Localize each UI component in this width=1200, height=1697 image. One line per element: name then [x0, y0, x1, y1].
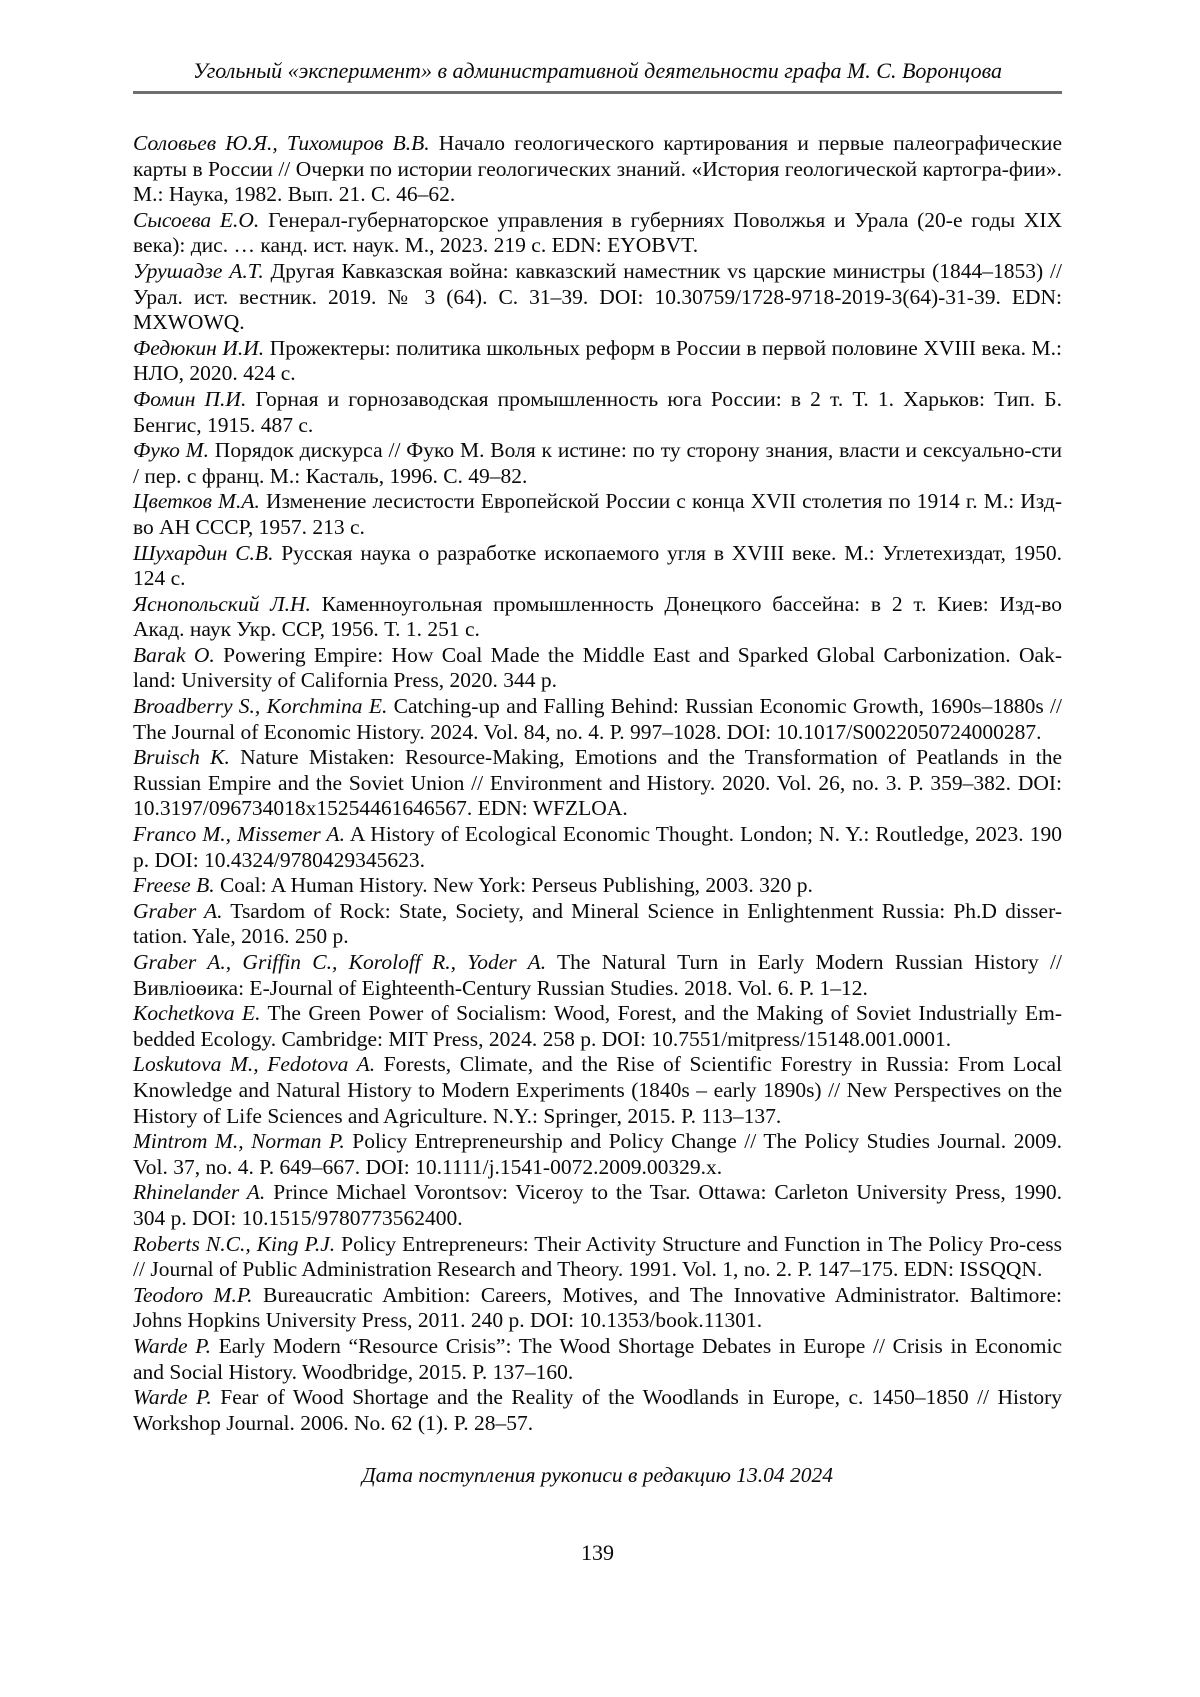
- reference-text: Early Modern “Resource Crisis”: The Wood Shortage Debates in Europe // Crisis in Economic and Social History. Woodbridge, 2015. P. 137–160.: [133, 1333, 1062, 1384]
- submission-date-note: Дата поступления рукописи в редакцию 13.04 2024: [361, 1463, 833, 1488]
- reference-entry: [133, 873, 1062, 899]
- reference-authors: Цветков М.А.: [133, 489, 260, 514]
- reference-authors: Freese B.: [133, 873, 215, 898]
- reference-entry: [133, 1334, 1062, 1385]
- reference-entry: [133, 950, 1062, 1001]
- reference-authors: Warde P.: [133, 1333, 211, 1358]
- reference-entry: [133, 541, 1062, 592]
- reference-authors: Яснопольский Л.Н.: [133, 591, 311, 616]
- reference-text: Prince Michael Vorontsov: Viceroy to the Tsar. Ottawa: Carleton University Press, 1990. 304 p. DOI: 10.1515/9780773562400.: [133, 1180, 1062, 1230]
- reference-text: Каменноугольная промышленность Донецкого бассейна: в 2 т. Киев: Изд-во Акад. наук Укр. ССР, 1956. Т. 1. 251 с.: [133, 591, 1062, 642]
- reference-authors: Фуко М.: [133, 438, 209, 463]
- header-rule: [133, 91, 1062, 94]
- reference-text: Policy Entrepreneurs: Their Activity Structure and Function in The Policy Pro-cess // Journal of Public Administration Research and Theory. 1991. Vol. 1, no. 2. P. 147–175. EDN: ISSQQN.: [133, 1231, 1062, 1282]
- reference-text: Powering Empire: How Coal Made the Middle East and Sparked Global Carbonization. Oak-land: University of California Press, 2020. 344 p.: [133, 642, 1062, 693]
- reference-authors: Broadberry S., Korchmina E.: [133, 694, 388, 719]
- reference-entry: [133, 1129, 1062, 1180]
- reference-text: Policy Entrepreneurship and Policy Change // The Policy Studies Journal. 2009. Vol. 37, no. 4. P. 649–667. DOI: 10.1111/j.1541-0072.2009.00329.x.: [133, 1129, 1062, 1179]
- reference-text: Nature Mistaken: Resource-Making, Emotions and the Transformation of Peatlands in the Russian Empire and the Soviet Union // Environment and History. 2020. Vol. 26, no. 3. P. 359–382. DOI: 10.3197/096734018x15254461646567. EDN: WFZLOA.: [133, 745, 1062, 821]
- reference-authors: Loskutova M., Fedotova A.: [133, 1052, 376, 1077]
- reference-entry: [133, 208, 1062, 259]
- reference-entry: [133, 694, 1062, 745]
- reference-entry: [133, 438, 1062, 489]
- running-head-title: Угольный «эксперимент» в административной деятельности графа М. С. Воронцова: [193, 58, 1002, 83]
- reference-authors: Graber A., Griffin C., Koroloff R., Yoder A.: [133, 950, 547, 974]
- reference-authors: Rhinelander A.: [133, 1180, 266, 1205]
- reference-entry: [133, 745, 1062, 822]
- reference-text: Начало геологического картирования и первые палеографические карты в России // Очерки по истории геологических знаний. «История геологической картогра-фии». М.: Наука, 1982. Вып. 21. С. 46–62.: [133, 131, 1062, 207]
- reference-text: Fear of Wood Shortage and the Reality of the Woodlands in Europe, c. 1450–1850 // History Workshop Journal. 2006. No. 62 (1). P. 28–57.: [133, 1385, 1062, 1435]
- page-content: [133, 0, 1062, 1566]
- reference-text: Русская наука о разработке ископаемого угля в XVIII веке. М.: Углетехиздат, 1950. 124 с.: [133, 540, 1062, 591]
- reference-authors: Урушадзе А.Т.: [133, 258, 264, 283]
- reference-authors: Соловьев Ю.Я., Тихомиров В.В.: [133, 131, 430, 155]
- reference-entry: [133, 336, 1062, 387]
- page-number: 139: [581, 1540, 614, 1566]
- reference-authors: Федюкин И.И.: [133, 335, 265, 360]
- reference-authors: Bruisch K.: [133, 745, 230, 770]
- reference-text: Tsardom of Rock: State, Society, and Mineral Science in Enlightenment Russia: Ph.D disser-tation. Yale, 2016. 250 p.: [133, 898, 1062, 949]
- references-list: [133, 131, 1062, 1436]
- reference-authors: Franco M., Missemer A.: [133, 822, 345, 847]
- reference-authors: Graber A.: [133, 898, 223, 923]
- reference-entry: [133, 1385, 1062, 1436]
- reference-text: Другая Кавказская война: кавказский наместник vs царские министры (1844–1853) // Урал. ист. вестник. 2019. № 3 (64). С. 31–39. DOI: 10.30759/1728-9718-2019-3(64)-31-39. EDN: MXWOWQ.: [133, 258, 1062, 335]
- reference-entry: [133, 1052, 1062, 1129]
- reference-authors: Warde P.: [133, 1385, 212, 1410]
- reference-text: The Green Power of Socialism: Wood, Forest, and the Making of Soviet Industrially Em-bedded Ecology. Cambridge: MIT Press, 2024. 258 p. DOI: 10.7551/mitpress/15148.001.0001.: [133, 1001, 1062, 1051]
- reference-authors: Mintrom M., Norman P.: [133, 1129, 345, 1154]
- reference-text: A History of Ecological Economic Thought. London; N. Y.: Routledge, 2023. 190 p. DOI: 10.4324/9780429345623.: [133, 822, 1062, 872]
- reference-authors: Фомин П.И.: [133, 386, 247, 411]
- reference-authors: Roberts N.C., King P.J.: [133, 1231, 336, 1256]
- reference-entry: [133, 899, 1062, 950]
- reference-authors: Teodoro M.P.: [133, 1282, 253, 1307]
- reference-text: Порядок дискурса // Фуко М. Воля к истине: по ту сторону знания, власти и сексуально-сти / пер. с франц. М.: Касталь, 1996. С. 49–82.: [133, 438, 1062, 488]
- reference-entry: [133, 1232, 1062, 1283]
- reference-entry: [133, 387, 1062, 438]
- reference-text: Прожектеры: политика школьных реформ в России в первой половине XVIII века. М.: НЛО, 2020. 424 с.: [133, 335, 1063, 386]
- reference-text: Forests, Climate, and the Rise of Scientific Forestry in Russia: From Local Knowledge and Natural History to Modern Experiments (1840s – early 1890s) // New Perspectives on the History of Life Sciences and Agriculture. N.Y.: Springer, 2015. P. 113–137.: [133, 1052, 1063, 1128]
- reference-text: Bureaucratic Ambition: Careers, Motives, and The Innovative Administrator. Baltimore: Johns Hopkins University Press, 2011. 240 p. DOI: 10.1353/book.11301.: [133, 1282, 1062, 1333]
- reference-text: Catching-up and Falling Behind: Russian Economic Growth, 1690s–1880s // The Journal of Economic History. 2024. Vol. 84, no. 4. P. 997–1028. DOI: 10.1017/S0022050724000287.: [133, 694, 1062, 744]
- reference-authors: Шухардин С.В.: [133, 540, 274, 565]
- reference-text: Coal: A Human History. New York: Perseus Publishing, 2003. 320 p.: [214, 873, 813, 898]
- reference-entry: [133, 592, 1062, 643]
- reference-entry: [133, 131, 1062, 208]
- reference-entry: [133, 643, 1062, 694]
- reference-text: Изменение лесистости Европейской России с конца XVII столетия по 1914 г. М.: Изд-во АН СССР, 1957. 213 с.: [133, 489, 1062, 539]
- reference-entry: [133, 1001, 1062, 1052]
- reference-text: The Natural Turn in Early Modern Russian History // Вивліоѳика: E-Journal of Eighteenth-Century Russian Studies. 2018. Vol. 6. P. 1–12.: [133, 950, 1062, 1000]
- reference-entry: [133, 822, 1062, 873]
- reference-authors: Barak O.: [133, 642, 215, 667]
- reference-authors: Kochetkova E.: [133, 1001, 261, 1026]
- reference-entry: [133, 489, 1062, 540]
- reference-entry: [133, 259, 1062, 336]
- reference-authors: Сысоева Е.О.: [133, 207, 260, 232]
- reference-text: Генерал-губернаторское управления в губерниях Поволжья и Урала (20-е годы XIX века): дис. … канд. ист. наук. М., 2023. 219 с. EDN: EYOBVT.: [133, 207, 1062, 258]
- reference-text: Горная и горнозаводская промышленность юга России: в 2 т. Т. 1. Харьков: Тип. Б. Бенгис, 1915. 487 с.: [133, 386, 1062, 437]
- reference-entry: [133, 1283, 1062, 1334]
- reference-entry: [133, 1180, 1062, 1231]
